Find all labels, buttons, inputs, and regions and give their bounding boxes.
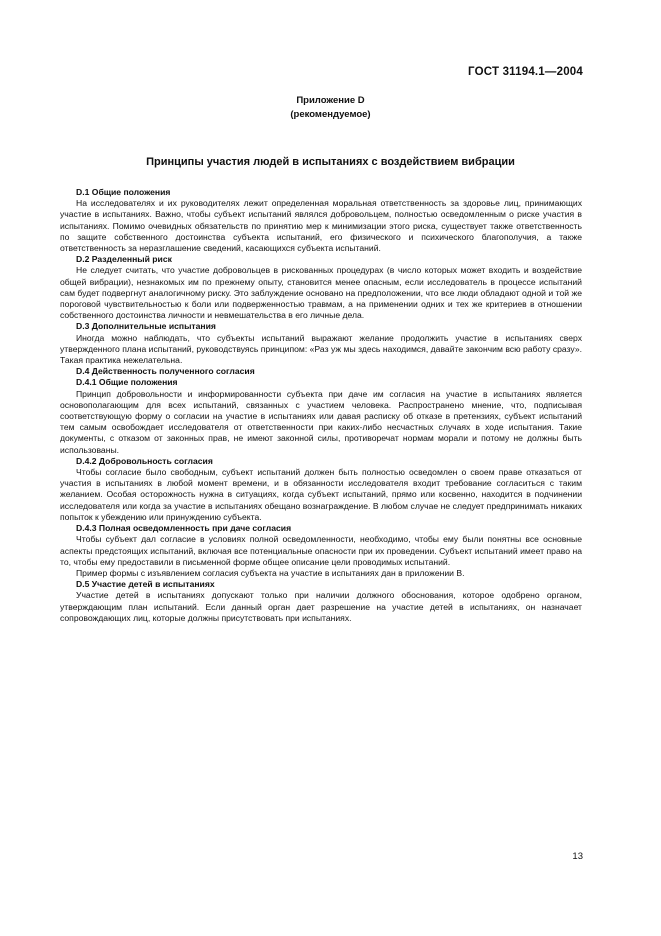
subsection-heading: D.4.2 Добровольность согласия: [76, 455, 213, 466]
section-heading: D.3 Дополнительные испытания: [76, 321, 216, 332]
page-number: 13: [572, 851, 583, 862]
section-heading: D.4 Действенность полученного согласия: [76, 366, 255, 377]
appendix-subtitle: (рекомендуемое): [290, 109, 371, 120]
paragraph: Чтобы согласие было свободным, субъект испытаний должен быть полностью осведомлен о своем праве отказаться от участия в испытаниях в любой момент времени, и в обязанности исследователя входит требование согласиться с таким желанием. Особая осторожность нужна в ситуациях, когда субъект испытаний, прямо или косвенно, находится в подчинении исследователя или когда за участие в испытаниях обещано вознаграждение. В любом случае не следует предпринимать никаких попыток к убеждению или принуждению субъекта.: [60, 467, 582, 522]
section-heading: D.5 Участие детей в испытаниях: [76, 579, 215, 590]
paragraph: Чтобы субъект дал согласие в условиях полной осведомленности, необходимо, чтобы ему были понятны все основные аспекты предстоящих испытаний, включая все потенциальные опасности при их проведении. Субъект испытаний имеет право на то, чтобы ему предоставили в письменной форме общее описание цели проводимых испытаний.: [60, 534, 582, 567]
appendix-title: Приложение D: [296, 95, 365, 106]
document-body: [60, 187, 582, 624]
appendix-heading: [0, 94, 661, 122]
subsection-heading: D.4.3 Полная осведомленность при даче согласия: [76, 523, 292, 534]
standard-number: ГОСТ 31194.1—2004: [468, 66, 583, 78]
paragraph: Пример формы с изъявлением согласия субъекта на участие в испытаниях дан в приложении В.: [76, 567, 465, 578]
section-heading: D.1 Общие положения: [76, 187, 171, 197]
paragraph: Принцип добровольности и информированности субъекта при даче им согласия на участие в испытаниях является основополагающим для всех испытаний, связанных с участием человека. Распространено мнение, что, подписывая соответствующую форму о согласии на участие в испытаниях или давая расписку об отказе в претензиях, субъект испытаний тем самым освобождает исследователя от ответственности при каких-либо несчастных случаях в ходе испытания. Такие документы, с отказом от законных прав, не имеют законной силы, противоречат нормам морали и потому не должны быть использованы.: [60, 388, 582, 455]
paragraph: Участие детей в испытаниях допускают только при наличии должного обоснования, которое одобрено органом, утверждающим план испытаний. Если данный орган дает разрешение на участие детей в испытаниях, он назначает сопровождающих лиц, которые должны присутствовать при испытаниях.: [60, 590, 582, 623]
paragraph: Не следует считать, что участие добровольцев в рискованных процедурах (в число которых может входить и воздействие общей вибрации), незнакомых им по прежнему опыту, становится менее опасным, если исследователь в процессе испытаний сам будет подвергнут аналогичному риску. Это заблуждение основано на предположении, что все люди обладают одной и той же пороговой чувствительностью к боли или подверженностью травмам, а на применении одних и тех же критериев в отношении собственного достоинства личности и невмешательства в его личные дела.: [60, 265, 582, 321]
paragraph: На исследователях и их руководителях лежит определенная моральная ответственность за здоровье лиц, принимающих участие в испытаниях. Важно, чтобы субъект испытаний являлся добровольцем, полностью осведомленным о риске участия в испытаниях. Помимо очевидных обязательств по принятию мер к минимизации этого риска, существует также ответственность по защите собственного достоинства субъекта испытаний, его физического и психического благополучия, а также ответственность за неразглашение сведений, касающихся субъекта испытаний.: [60, 198, 582, 254]
subsection-heading: D.4.1 Общие положения: [76, 377, 178, 388]
page-title: Принципы участия людей в испытаниях с воздействием вибрации: [146, 156, 515, 168]
section-heading: D.2 Разделенный риск: [76, 254, 172, 265]
paragraph: Иногда можно наблюдать, что субъекты испытаний выражают желание продолжить участие в испытаниях сверх утвержденного плана испытаний, руководствуясь принципом: «Раз уж мы здесь находимся, давайте закончим всю работу сразу». Такая практика нежелательна.: [60, 332, 582, 366]
